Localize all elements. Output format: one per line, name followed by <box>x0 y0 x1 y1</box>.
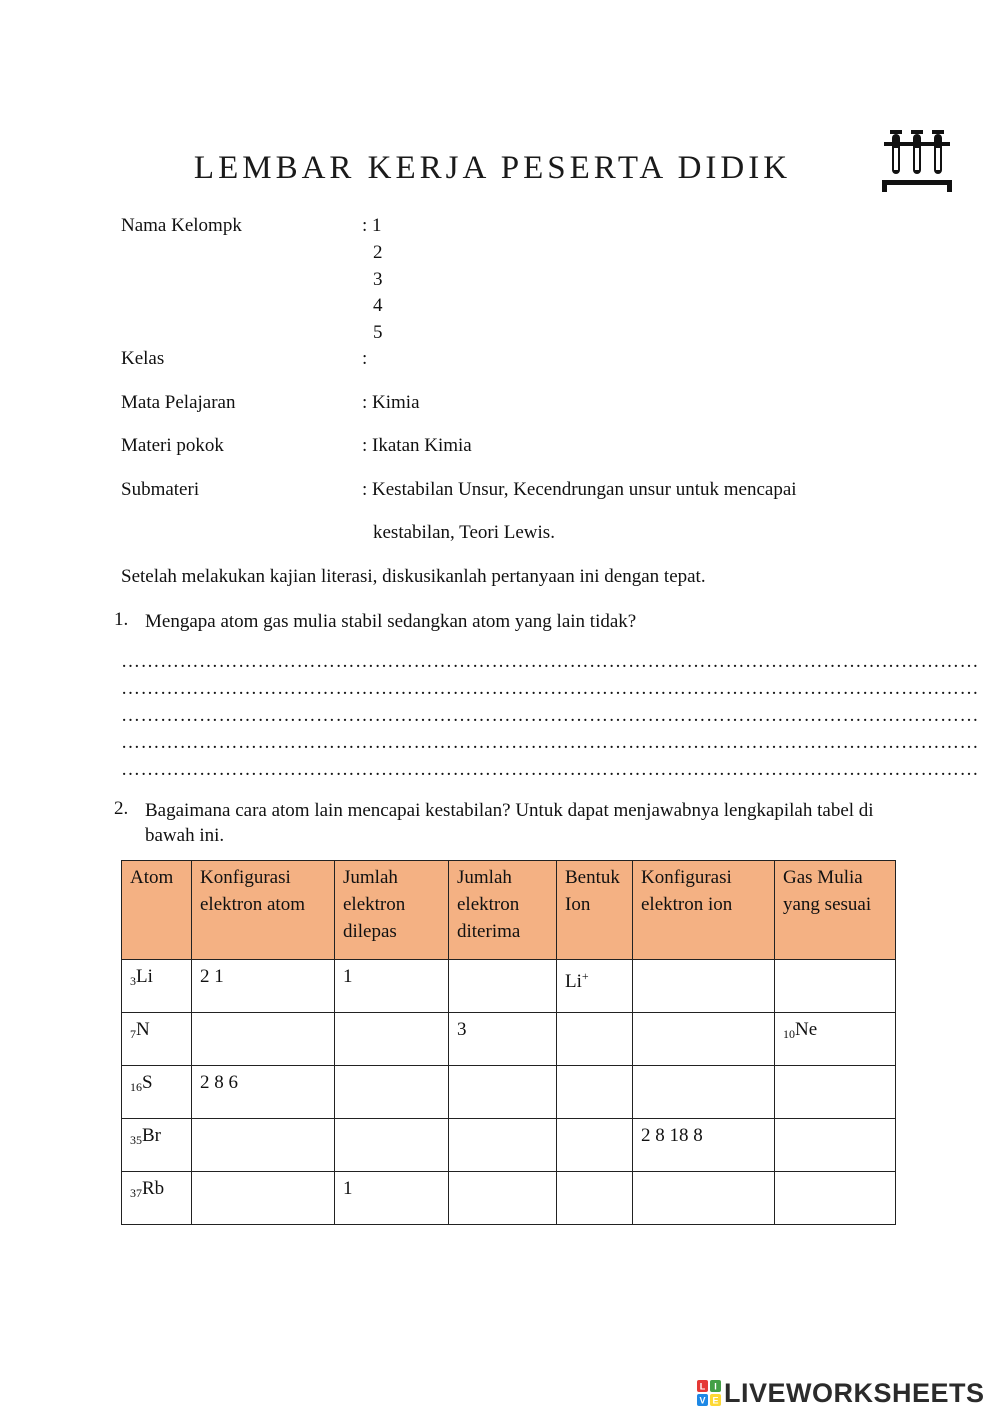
ion-config-cell[interactable] <box>633 960 775 1013</box>
question-2-text: Bagaimana cara atom lain mencapai kestabilan? Untuk dapat menjawabnya lengkapilah tabel di bawah ini. <box>145 800 874 846</box>
atom-cell: $_{35}$Br <box>122 1119 192 1172</box>
answer-line-2[interactable]: …………………………………………………………………………………………………………………… <box>121 678 979 699</box>
received-cell[interactable] <box>449 1172 557 1225</box>
table-row <box>122 1172 896 1225</box>
received-cell[interactable] <box>449 1119 557 1172</box>
header-noble-gas: Gas Mulia yang sesuai <box>775 861 896 960</box>
answer-line-4[interactable]: …………………………………………………………………………………………………………………… <box>121 732 979 753</box>
ion-cell[interactable] <box>557 1013 633 1066</box>
table-row <box>122 960 896 1013</box>
noble-gas-cell[interactable] <box>775 960 896 1013</box>
group-member-3[interactable]: 3 <box>373 269 383 290</box>
badge-letter: E <box>712 1395 719 1406</box>
liveworksheets-badge-icon <box>697 1380 721 1406</box>
question-2-number: 2. <box>114 798 129 819</box>
group-member-2[interactable]: 2 <box>373 242 383 263</box>
released-cell[interactable] <box>335 1119 449 1172</box>
atom-config-cell[interactable] <box>192 1119 335 1172</box>
table-row <box>122 1013 896 1066</box>
page-title: LEMBAR KERJA PESERTA DIDIK <box>193 150 792 186</box>
received-cell[interactable] <box>449 1066 557 1119</box>
badge-letter: V <box>699 1395 706 1406</box>
topic-field: : Ikatan Kimia <box>362 435 472 456</box>
question-1-number: 1. <box>114 609 129 630</box>
ion-config-cell[interactable]: 2 8 18 8 <box>633 1119 775 1172</box>
class-label: Kelas <box>121 348 165 369</box>
atom-cell: $_3$Li <box>122 960 192 1013</box>
subject-value: Kimia <box>372 392 420 413</box>
atom-config-cell[interactable] <box>192 1172 335 1225</box>
ion-config-cell[interactable] <box>633 1013 775 1066</box>
atom-config-cell[interactable]: 2 1 <box>192 960 335 1013</box>
test-tube-rack-icon <box>880 128 954 192</box>
noble-gas-cell[interactable]: $_{10}$Ne <box>775 1013 896 1066</box>
atom-config-cell[interactable] <box>192 1013 335 1066</box>
logo-text: LIVEWORKSHEETS <box>724 1377 985 1408</box>
header-ion-form: Bentuk Ion <box>557 861 633 960</box>
answer-line-1[interactable]: …………………………………………………………………………………………………………………… <box>121 651 979 672</box>
atom-table <box>121 860 896 1225</box>
noble-gas-cell[interactable] <box>775 1172 896 1225</box>
released-cell[interactable]: 1 <box>335 960 449 1013</box>
class-field[interactable]: : <box>362 348 368 369</box>
answer-line-3[interactable]: …………………………………………………………………………………………………………………… <box>121 705 979 726</box>
released-cell[interactable] <box>335 1013 449 1066</box>
group-member-1[interactable]: : 1 <box>362 215 382 236</box>
atom-config-cell[interactable]: 2 8 6 <box>192 1066 335 1119</box>
table-row <box>122 1066 896 1119</box>
table-header-row <box>122 861 896 960</box>
question-1-text: Mengapa atom gas mulia stabil sedangkan atom yang lain tidak? <box>145 611 637 632</box>
subject-label: Mata Pelajaran <box>121 392 236 413</box>
atom-cell: $_{16}$S <box>122 1066 192 1119</box>
ion-cell[interactable] <box>557 1066 633 1119</box>
group-label: Nama Kelompk <box>121 215 242 236</box>
header-atom-config: Konfigurasi elektron atom <box>192 861 335 960</box>
ion-cell[interactable] <box>557 1172 633 1225</box>
released-cell[interactable] <box>335 1066 449 1119</box>
received-cell[interactable] <box>449 960 557 1013</box>
subtopic-field: : Kestabilan Unsur, Kecendrungan unsur untuk mencapai <box>362 479 797 500</box>
header-electrons-received: Jumlah elektron diterima <box>449 861 557 960</box>
subtopic-label: Submateri <box>121 479 200 500</box>
group-member-5[interactable]: 5 <box>373 322 383 343</box>
ion-cell[interactable]: Li+ <box>557 960 633 1013</box>
instruction-text: Setelah melakukan kajian literasi, diskusikanlah pertanyaan ini dengan tepat. <box>121 566 706 587</box>
badge-letter: L <box>699 1381 706 1392</box>
atom-cell: $_7$N <box>122 1013 192 1066</box>
noble-gas-cell[interactable] <box>775 1119 896 1172</box>
subject-field: : Kimia <box>362 392 420 413</box>
subtopic-value-line1: Kestabilan Unsur, Kecendrungan unsur untuk mencapai <box>372 479 797 500</box>
ion-config-cell[interactable] <box>633 1172 775 1225</box>
ion-config-cell[interactable] <box>633 1066 775 1119</box>
table-row <box>122 1119 896 1172</box>
released-cell[interactable]: 1 <box>335 1172 449 1225</box>
noble-gas-cell[interactable] <box>775 1066 896 1119</box>
group-member-4[interactable]: 4 <box>373 295 383 316</box>
answer-line-5[interactable]: …………………………………………………………………………………………………………………… <box>121 759 979 780</box>
liveworksheets-logo[interactable] <box>697 1376 985 1410</box>
atom-cell: $_{37}$Rb <box>122 1172 192 1225</box>
received-cell[interactable]: 3 <box>449 1013 557 1066</box>
topic-label: Materi pokok <box>121 435 224 456</box>
group-number: 1 <box>372 215 382 236</box>
badge-letter: I <box>714 1381 717 1392</box>
topic-value: Ikatan Kimia <box>372 435 472 456</box>
header-ion-config: Konfigurasi elektron ion <box>633 861 775 960</box>
header-atom: Atom <box>122 861 192 960</box>
subtopic-value-line2: kestabilan, Teori Lewis. <box>373 522 555 543</box>
ion-cell[interactable] <box>557 1119 633 1172</box>
header-electrons-released: Jumlah elektron dilepas <box>335 861 449 960</box>
